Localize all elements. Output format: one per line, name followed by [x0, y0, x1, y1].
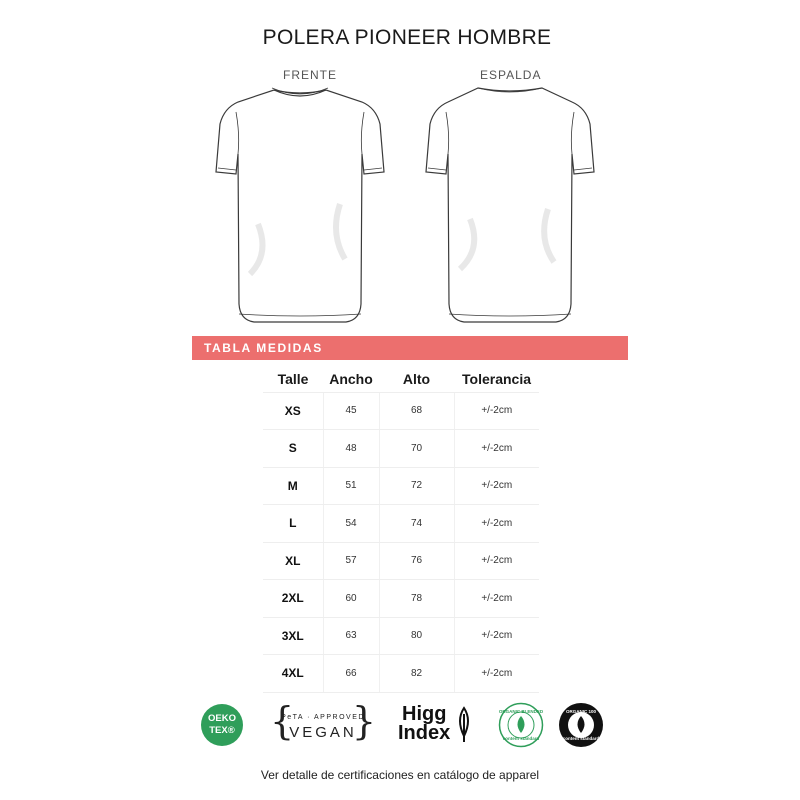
page-title: POLERA PIONEER HOMBRE — [262, 26, 552, 49]
tolerancia-cell: +/-2cm — [454, 580, 539, 618]
tolerancia-cell: +/-2cm — [454, 392, 539, 430]
ancho-cell: 51 — [323, 467, 379, 505]
organic-blended-sub: content standard — [502, 736, 540, 741]
size-table — [263, 366, 539, 693]
tolerancia-cell: +/-2cm — [454, 655, 539, 693]
alto-cell: 80 — [379, 617, 454, 655]
tolerancia-cell: +/-2cm — [454, 617, 539, 655]
header-ancho: Ancho — [323, 366, 379, 392]
ancho-cell: 54 — [323, 505, 379, 543]
table-row — [263, 505, 539, 543]
size-cell: M — [263, 467, 323, 505]
size-cell: 2XL — [263, 580, 323, 618]
table-row — [263, 392, 539, 430]
size-cell: 3XL — [263, 617, 323, 655]
alto-cell: 74 — [379, 505, 454, 543]
size-table-heading: TABLA MEDIDAS — [204, 341, 323, 355]
oeko-line1: OEKO — [208, 713, 236, 724]
back-view-label: ESPALDA — [480, 68, 542, 82]
peta-approved-text: PeTA · APPROVED — [281, 714, 365, 721]
certification-logos — [0, 700, 800, 750]
header-alto: Alto — [379, 366, 454, 392]
size-cell: L — [263, 505, 323, 543]
tshirt-front-illustration — [210, 84, 390, 324]
higg-leaf-icon — [456, 706, 472, 744]
ancho-cell: 66 — [323, 655, 379, 693]
table-row — [263, 542, 539, 580]
oeko-tex-logo — [201, 704, 243, 746]
oeko-line2: TEX® — [209, 725, 235, 736]
size-cell: XS — [263, 392, 323, 430]
vegan-text: VEGAN — [289, 724, 357, 741]
tolerancia-cell: +/-2cm — [454, 505, 539, 543]
size-table-header-row — [263, 366, 539, 392]
table-row — [263, 655, 539, 693]
alto-cell: 82 — [379, 655, 454, 693]
size-table-heading-band — [192, 336, 628, 360]
right-brace-icon: } — [351, 699, 376, 743]
index-text: Index — [398, 722, 451, 744]
alto-cell: 76 — [379, 542, 454, 580]
alto-cell: 68 — [379, 392, 454, 430]
organic-blended-label: ORGANIC BLENDED — [498, 709, 544, 714]
tolerancia-cell: +/-2cm — [454, 430, 539, 468]
ancho-cell: 60 — [323, 580, 379, 618]
left-brace-icon: { — [270, 699, 295, 743]
front-view-label: FRENTE — [283, 68, 337, 82]
size-cell: S — [263, 430, 323, 468]
table-row — [263, 467, 539, 505]
tolerancia-cell: +/-2cm — [454, 542, 539, 580]
header-tolerancia: Tolerancia — [454, 366, 539, 392]
alto-cell: 70 — [379, 430, 454, 468]
size-cell: 4XL — [263, 655, 323, 693]
higg-text: Higg — [402, 703, 447, 725]
tolerancia-cell: +/-2cm — [454, 467, 539, 505]
higg-index-logo — [398, 700, 478, 750]
size-cell: XL — [263, 542, 323, 580]
table-row — [263, 580, 539, 618]
table-row — [263, 430, 539, 468]
ancho-cell: 45 — [323, 392, 379, 430]
ancho-cell: 57 — [323, 542, 379, 580]
ancho-cell: 48 — [323, 430, 379, 468]
table-row — [263, 617, 539, 655]
alto-cell: 78 — [379, 580, 454, 618]
ancho-cell: 63 — [323, 617, 379, 655]
header-talle: Talle — [263, 366, 323, 392]
organic-blended-badge — [498, 702, 544, 748]
certifications-footer-note: Ver detalle de certificaciones en catálogo de apparel — [260, 768, 540, 782]
organic-100-sub: content standard — [562, 736, 600, 741]
peta-vegan-logo — [270, 700, 376, 750]
organic-100-label: ORGANIC 100 — [565, 709, 596, 714]
organic-100-badge — [558, 702, 604, 748]
tshirt-back-illustration — [420, 84, 600, 324]
alto-cell: 72 — [379, 467, 454, 505]
